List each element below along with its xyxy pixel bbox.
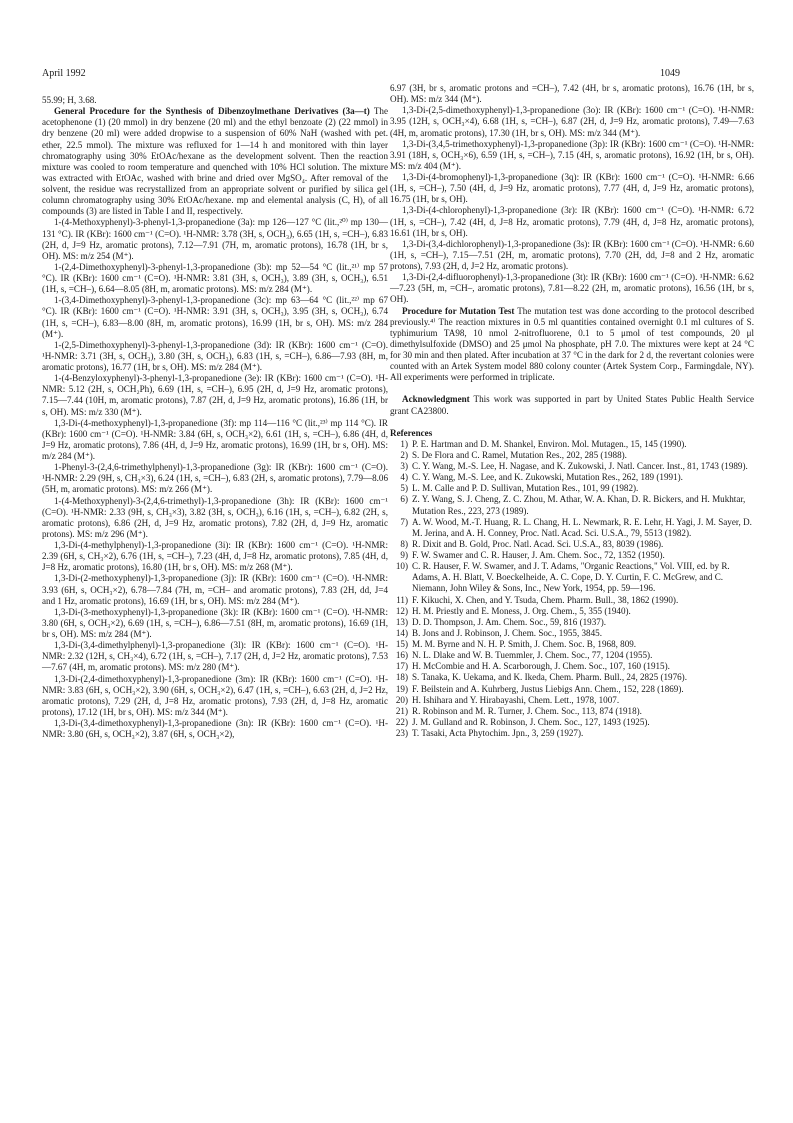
compound-entry: 1,3-Di-(3,4-dimethylphenyl)-1,3-propanedione (3l): IR (KBr): 1600 cm⁻¹ (C=O). ¹H-NMR: 2.32 (12H, s, CH₃×4), 6.72 (1H, s, =CH–), 7.17 (2H, d, J=2 Hz, aromatic protons), 7.53—7.67 (4H, m, aromatic protons). MS: m/z 280 (M⁺).: [42, 640, 388, 673]
reference-item: [390, 695, 754, 706]
reference-item: [390, 661, 754, 672]
reference-item: [390, 494, 754, 516]
reference-item: [390, 461, 754, 472]
reference-item: [390, 595, 754, 606]
mutation-test-paragraph: [390, 306, 754, 384]
reference-item: [390, 483, 754, 494]
continuation-text: 55.99; H, 3.68.: [42, 95, 97, 105]
compound-entry: 1-Phenyl-3-(2,4,6-trimethylphenyl)-1,3-propanedione (3g): IR (KBr): 1600 cm⁻¹ (C=O). ¹H-NMR: 2.29 (9H, s, CH₃×3), 6.24 (1H, s, =CH–), 6.83 (2H, s, aromatic protons), 7.79—8.06 (5H, m, aromatic protons). MS: m/z 266 (M⁺).: [42, 462, 388, 495]
page-number: 1049: [660, 68, 680, 79]
reference-text: B. Jons and J. Robinson, J. Chem. Soc., 1955, 3845.: [412, 627, 602, 638]
reference-number: 6): [400, 494, 408, 505]
reference-item: [390, 617, 754, 628]
reference-text: H. McCombie and H. A. Scarborough, J. Chem. Soc., 107, 160 (1915).: [412, 661, 670, 672]
reference-number: 20): [395, 694, 408, 705]
references-title: References: [390, 427, 433, 438]
compound-entry: 1,3-Di-(3-methoxyphenyl)-1,3-propanedione (3k): IR (KBr): 1600 cm⁻¹ (C=O). ¹H-NMR: 3.80 (6H, s, OCH₃×2), 6.69 (1H, s, =CH–), 6.86—7.51 (8H, m, aromatic protons), 16.69 (1H, br s, OH). MS: m/z 284 (M⁺).: [42, 606, 388, 639]
compound-entry: 1-(4-Benzyloxyphenyl)-3-phenyl-1,3-propanedione (3e): IR (KBr): 1600 cm⁻¹ (C=O). ¹H-NMR: 5.12 (2H, s, OCH₂Ph), 6.69 (1H, s, =CH–), 6.95 (2H, d, J=9 Hz, aromatic protons), 7.15—7.44 (10H, m, aromatic protons), 7.87 (2H, d, J=9 Hz, aromatic protons), 16.86 (1H, br s, OH). MS: m/z 330 (M⁺).: [42, 373, 388, 417]
reference-text: P. E. Hartman and D. M. Shankel, Environ. Mol. Mutagen., 15, 145 (1990).: [412, 438, 687, 449]
reference-item: [390, 517, 754, 539]
reference-number: 9): [400, 550, 408, 560]
reference-item: [390, 684, 754, 695]
reference-text: F. Kikuchi, X. Chen, and Y. Tsuda, Chem. Pharm. Bull., 38, 1862 (1990).: [412, 594, 679, 605]
reference-number: 17): [395, 661, 408, 672]
mutation-test-heading: Procedure for Mutation Test: [402, 305, 515, 316]
compound-entry: 1,3-Di-(3,4,5-trimethoxyphenyl)-1,3-propanedione (3p): IR (KBr): 1600 cm⁻¹ (C=O). ¹H-NMR: 3.91 (18H, s, OCH₃×6), 6.59 (1H, s, =CH–), 7.15 (4H, s, aromatic protons), 16.92 (1H, br s, OH). MS: m/z 404 (M⁺).: [390, 138, 754, 171]
reference-number: 10): [395, 561, 408, 572]
reference-text: R. Dixit and B. Gold, Proc. Natl. Acad. Sci. U.S.A., 83, 8039 (1986).: [412, 538, 664, 549]
mutation-test-body: The mutation test was done according to the protocol described previously.⁴⁾ The reaction mixtures in 0.5 ml quantities contained overnight 0.1 ml cultures of S. typhimurium TA98, 10 nmol 2-nitrofluorene, 0.1 to 5 μmol of test compounds, 20 μl dimethylsulfoxide (DMSO) and 25 μmol Na phosphate, pH 7.0. The mixtures were kept at 24 °C for 30 min and then plated. After incubation at 37 °C in the dark for 2 d, the revertant colonies were counted with an Artek System model 880 colony counter (Artek System Corp., Farmingdale, NY). All experiments were performed in triplicate.: [390, 305, 754, 383]
compound-entry: 1,3-Di-(4-methoxyphenyl)-1,3-propanedione (3f): mp 114—116 °C (lit.,²³⁾ mp 114 °C). IR (KBr): 1600 cm⁻¹ (C=O). ¹H-NMR: 3.84 (6H, s, OCH₃×2), 6.61 (1H, s, =CH–), 6.86 (4H, d, J=9 Hz, aromatic protons), 7.86 (4H, d, J=9 Hz, aromatic protons), 16.99 (1H, br s, OH). MS: m/z 284 (M⁺).: [42, 417, 388, 461]
reference-text: F. Beilstein and A. Kuhrberg, Justus Liebigs Ann. Chem., 152, 228 (1869).: [412, 683, 684, 694]
compound-entry: 1,3-Di-(2,5-dimethoxyphenyl)-1,3-propanedione (3o): IR (KBr): 1600 cm⁻¹ (C=O). ¹H-NMR: 3.95 (12H, s, OCH₃×4), 6.68 (1H, s, =CH–), 6.87 (2H, d, J=9 Hz, aromatic protons), 7.49—7.63 (4H, m, aromatic protons), 17.30 (1H, br s, OH). MS: m/z 344 (M⁺).: [390, 105, 754, 138]
compound-entry: 1,3-Di-(4-methylphenyl)-1,3-propanedione (3i): IR (KBr): 1600 cm⁻¹ (C=O). ¹H-NMR: 2.39 (6H, s, CH₃×2), 6.76 (1H, s, =CH–), 7.23 (4H, d, J=8 Hz, aromatic protons), 7.85 (4H, d, J=8 Hz, aromatic protons), 16.80 (1H, br s, OH). MS: m/z 268 (M⁺).: [42, 540, 388, 573]
acknowledgment-paragraph: [390, 394, 754, 416]
compound-entry: 1-(4-Methoxyphenyl)-3-(2,4,6-trimethyl)-1,3-propanedione (3h): IR (KBr): 1600 cm⁻¹ (C=O). ¹H-NMR: 2.33 (9H, s, CH₃×3), 3.82 (3H, s, OCH₃), 6.16 (1H, s, =CH–), 6.82 (2H, s, aromatic protons), 6.86 (2H, d, J=9 Hz, aromatic protons), 7.82 (2H, d, J=9 Hz, aromatic protons). MS: m/z 296 (M⁺).: [42, 495, 388, 539]
reference-item: [390, 728, 754, 739]
compound-entry: 1,3-Di-(2,4-difluorophenyl)-1,3-propanedione (3t): IR (KBr): 1600 cm⁻¹ (C=O). ¹H-NMR: 6.62—7.23 (5H, m, =CH–, aromatic protons), 7.81—8.22 (2H, m, aromatic protons), 16.56 (1H, br s, OH).: [390, 272, 754, 305]
reference-number: 5): [400, 483, 408, 494]
reference-number: 12): [395, 605, 408, 616]
reference-number: 16): [395, 650, 408, 661]
reference-text: N. L. Dlake and W. B. Tuemmler, J. Chem. Soc., 77, 1204 (1955).: [412, 650, 653, 661]
reference-number: 2): [400, 449, 408, 460]
compound-entry: 1-(4-Methoxyphenyl)-3-phenyl-1,3-propanedione (3a): mp 126—127 °C (lit.,²⁰⁾ mp 130—131 °C). IR (KBr): 1600 cm⁻¹ (C=O). ¹H-NMR: 3.78 (3H, s, OCH₃), 6.65 (1H, s, =CH–), 6.83 (2H, d, J=9 Hz, aromatic protons), 7.12—7.91 (7H, m, aromatic protons), 16.78 (1H, br s, OH). MS: m/z 254 (M⁺).: [42, 217, 388, 261]
compound-entry: 1,3-Di-(2-methoxyphenyl)-1,3-propanedione (3j): IR (KBr): 1600 cm⁻¹ (C=O). ¹H-NMR: 3.93 (6H, s, OCH₃×2), 6.78—7.84 (7H, m, =CH– and aromatic protons), 7.83 (2H, dd, J=4 and 1 Hz, aromatic protons), 16.69 (1H, br s, OH). MS: m/z 284 (M⁺).: [42, 573, 388, 606]
reference-item: [390, 472, 754, 483]
reference-number: 21): [395, 705, 408, 716]
reference-text: C. R. Hauser, F. W. Swamer, and J. T. Adams, "Organic Reactions," Vol. VIII, ed. by R. Adams, A. H. Blatt, V. Boeckelheide, A. C. Cope, D. Y. Curtin, F. C. McGrew, and C. Niemann, John Wiley & Sons, Inc., New York, 1954, pp. 59—196.: [412, 561, 730, 594]
reference-item: [390, 717, 754, 728]
reference-item: [390, 561, 754, 594]
reference-item: [390, 606, 754, 617]
compound-entry: 1,3-Di-(3,4-dimethoxyphenyl)-1,3-propanedione (3n): IR (KBr): 1600 cm⁻¹ (C=O). ¹H-NMR: 3.80 (6H, s, OCH₃×2), 3.87 (6H, s, OCH₃×2),: [42, 718, 388, 740]
compound-entry: 1-(2,5-Dimethoxyphenyl)-3-phenyl-1,3-propanedione (3d): IR (KBr): 1600 cm⁻¹ (C=O). ¹H-NMR: 3.71 (3H, s, OCH₃), 3.80 (3H, s, OCH₃), 6.83 (1H, s, =CH–), 6.86—7.93 (8H, m, aromatic protons), 16.77 (1H, br s, OH). MS: m/z 284 (M⁺).: [42, 339, 388, 372]
reference-item: [390, 650, 754, 661]
acknowledgment-heading: Acknowledgment: [402, 394, 470, 405]
compound-entry: 1,3-Di-(3,4-dichlorophenyl)-1,3-propanedione (3s): IR (KBr): 1600 cm⁻¹ (C=O). ¹H-NMR: 6.60 (1H, s, =CH–), 7.15—7.51 (2H, m, aromatic protons), 7.70 (2H, dd, J=8 and 2 Hz, aromatic protons), 7.93 (2H, d, J=2 Hz, aromatic protons).: [390, 238, 754, 271]
reference-text: M. M. Byrne and N. H. P. Smith, J. Chem. Soc. B, 1968, 809.: [412, 639, 637, 649]
compound-entry: 1-(2,4-Dimethoxyphenyl)-3-phenyl-1,3-propanedione (3b): mp 52—54 °C (lit.,²¹⁾ mp 57 °C). IR (KBr): 1600 cm⁻¹ (C=O). ¹H-NMR: 3.81 (3H, s, OCH₃), 3.89 (3H, s, OCH₃), 6.51 (1H, s, =CH–), 6.64—8.05 (8H, m, aromatic protons). MS: m/z 284 (M⁺).: [42, 261, 388, 295]
reference-text: A. W. Wood, M.-T. Huang, R. L. Chang, H. L. Newmark, R. E. Lehr, H. Yagi, J. M. Sayer, D. M. Jerina, and A. H. Conney, Proc. Natl. Acad. Sci. U.S.A., 79, 5513 (1982).: [412, 516, 752, 538]
reference-text: H. Ishihara and Y. Hirabayashi, Chem. Lett., 1978, 1007.: [412, 694, 620, 705]
reference-text: H. M. Priestly and E. Moness, J. Org. Chem., 5, 355 (1940).: [412, 605, 631, 616]
reference-text: Z. Y. Wang, S. J. Cheng, Z. C. Zhou, M. Athar, W. A. Khan, D. R. Bickers, and H. Mukhtar, Mutation Res., 223, 273 (1989).: [412, 494, 746, 516]
reference-number: 3): [400, 461, 408, 471]
compound-entry: 1-(3,4-Dimethoxyphenyl)-3-phenyl-1,3-propanedione (3c): mp 63—64 °C (lit.,²²⁾ mp 67 °C). IR (KBr): 1600 cm⁻¹ (C=O). ¹H-NMR: 3.91 (3H, s, OCH₃), 3.95 (3H, s, OCH₃), 6.74 (1H, s, =CH–), 6.83—8.00 (8H, m, aromatic protons), 16.99 (1H, br s, OH). MS: m/z 284 (M⁺).: [42, 295, 388, 339]
reference-number: 22): [395, 716, 408, 727]
reference-item: [390, 639, 754, 650]
compound-entry: 1,3-Di-(4-bromophenyl)-1,3-propanedione (3q): IR (KBr): 1600 cm⁻¹ (C=O). ¹H-NMR: 6.66 (1H, s, =CH–), 7.50 (4H, d, J=9 Hz, aromatic protons), 7.77 (4H, d, J=9 Hz, aromatic protons), 16.75 (1H, br s, OH).: [390, 172, 754, 205]
general-procedure-paragraph: [42, 106, 388, 217]
reference-number: 13): [395, 616, 408, 627]
reference-item: [390, 550, 754, 561]
reference-number: 7): [400, 516, 408, 527]
reference-text: S. De Flora and C. Ramel, Mutation Res., 202, 285 (1988).: [412, 449, 627, 460]
reference-text: J. M. Gulland and R. Robinson, J. Chem. Soc., 127, 1493 (1925).: [412, 716, 650, 727]
reference-number: 11): [396, 594, 408, 605]
left-column: [42, 95, 388, 740]
reference-number: 19): [395, 683, 408, 694]
continuation-text: 6.97 (3H, br s, aromatic protons and =CH–), 7.42 (4H, br s, aromatic protons), 16.76 (1H, br s, OH). MS: m/z 344 (M⁺).: [390, 83, 754, 105]
right-column: [390, 83, 754, 739]
reference-text: L. M. Calle and P. D. Sullivan, Mutation Res., 101, 99 (1982).: [412, 483, 639, 494]
references-list: [390, 439, 754, 739]
reference-number: 8): [400, 538, 408, 549]
reference-text: C. Y. Wang, M.-S. Lee, and K. Zukowski, Mutation Res., 262, 189 (1991).: [412, 472, 683, 483]
reference-number: 18): [395, 672, 408, 683]
reference-number: 23): [395, 728, 408, 738]
reference-item: [390, 450, 754, 461]
issue-date: April 1992: [42, 68, 86, 79]
compound-entry: 1,3-Di-(4-chlorophenyl)-1,3-propanedione (3r): IR (KBr): 1600 cm⁻¹ (C=O). ¹H-NMR: 6.72 (1H, s, =CH–), 7.42 (4H, d, J=8 Hz, aromatic protons), 7.79 (4H, d, J=8 Hz, aromatic protons), 16.61 (1H, br s, OH).: [390, 205, 754, 238]
reference-text: C. Y. Wang, M.-S. Lee, H. Nagase, and K. Zukowski, J. Natl. Cancer. Inst., 81, 1743 (1989).: [412, 461, 748, 471]
reference-number: 14): [395, 627, 408, 638]
reference-text: T. Tasaki, Acta Phytochim. Jpn., 3, 259 (1927).: [412, 728, 584, 738]
reference-item: [390, 706, 754, 717]
reference-text: S. Tanaka, K. Uekama, and K. Ikeda, Chem. Pharm. Bull., 24, 2825 (1976).: [412, 672, 687, 683]
reference-text: F. W. Swamer and C. R. Hauser, J. Am. Chem. Soc., 72, 1352 (1950).: [412, 550, 665, 560]
reference-item: [390, 539, 754, 550]
general-procedure-heading: General Procedure for the Synthesis of Dibenzoylmethane Derivatives (3a—t): [54, 106, 370, 117]
reference-text: D. D. Thompson, J. Am. Chem. Soc., 59, 816 (1937).: [412, 616, 607, 627]
reference-item: [390, 672, 754, 683]
reference-text: R. Robinson and M. R. Turner, J. Chem. Soc., 113, 874 (1918).: [412, 705, 642, 716]
reference-number: 15): [395, 639, 408, 649]
acknowledgment-body: This work was supported in part by United States Public Health Service grant CA23800.: [390, 394, 754, 416]
general-procedure-body: The acetophenone (1) (20 mmol) in dry benzene (20 ml) and the ethyl benzoate (2) (22 mmol) in dry benzene (20 ml) were added dropwise to a suspension of 60% NaH (washed with pet. ether, 22.5 mmol). The mixture was refluxed for 1—14 h and monitored with thin layer chromatography using 30% EtOAc/hexane as the development solvent. Then the reaction mixture was cooled to room temperature and quenched with 10% HCl solution. The mixture was extracted with EtOAc, washed with brine and dried over MgSO₄. After removal of the solvent, the residue was recrystallized from an appropriate solvent or purified by silica gel column chromatography using 30% EtOAc/hexane. mp and elemental analysis (C, H), of all compounds (3) are listed in Table I and II, respectively.: [42, 106, 389, 217]
compound-entry: 1,3-Di-(2,4-dimethoxyphenyl)-1,3-propanedione (3m): IR (KBr): 1600 cm⁻¹ (C=O). ¹H-NMR: 3.83 (6H, s, OCH₃×2), 3.90 (6H, s, OCH₃×2), 6.47 (1H, s, =CH–), 6.63 (2H, d, J=2 Hz, aromatic protons), 7.29 (2H, d, J=8 Hz, aromatic protons), 7.93 (2H, d, J=8 Hz, aromatic protons), 17.12 (1H, br s, OH). MS: m/z 344 (M⁺).: [42, 673, 388, 717]
reference-number: 1): [400, 438, 408, 449]
reference-item: [390, 628, 754, 639]
reference-item: [390, 439, 754, 450]
reference-number: 4): [400, 472, 408, 483]
